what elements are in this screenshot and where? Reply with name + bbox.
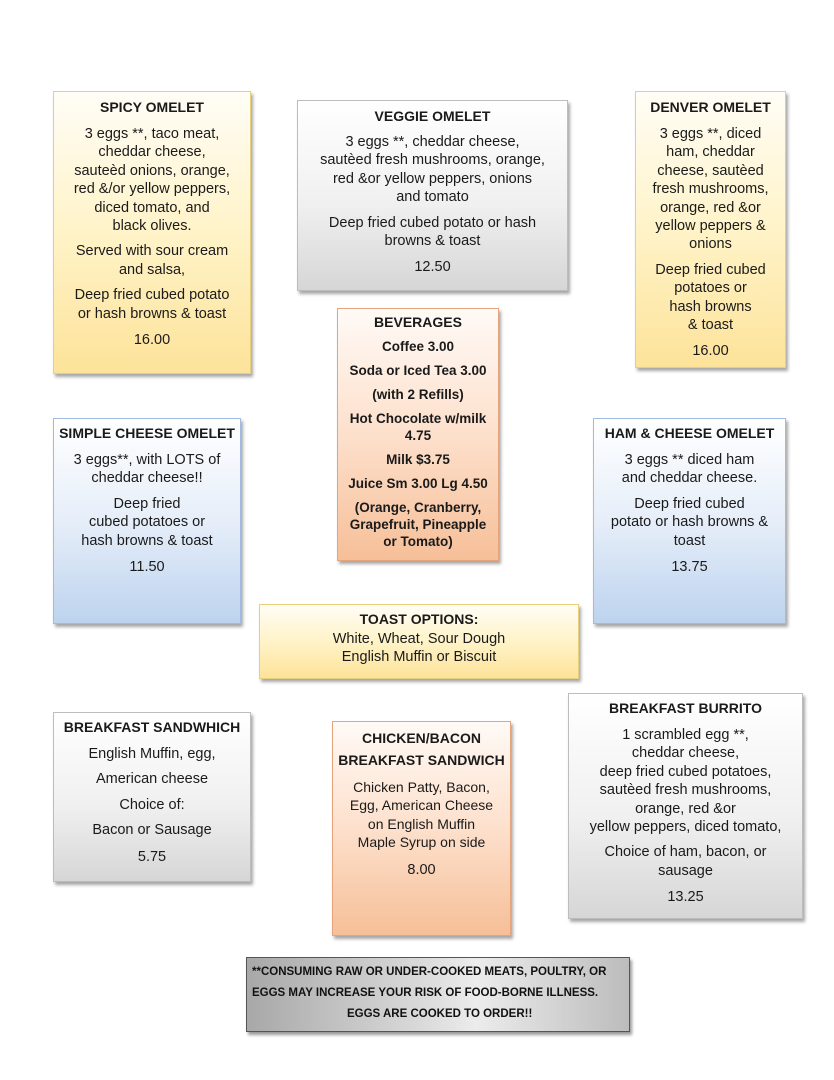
beverages-card	[337, 308, 499, 561]
simple-cheese-omelet-price: 11.50	[129, 559, 165, 576]
veggie-omelet-card	[297, 100, 568, 291]
spicy-omelet-title: SPICY OMELET	[100, 99, 204, 115]
breakfast-burrito-title: BREAKFAST BURRITO	[609, 700, 762, 716]
warning-line-2: EGGS MAY INCREASE YOUR RISK OF FOOD-BORNE ILLNESS.	[252, 987, 599, 999]
ham-cheese-omelet-title: HAM & CHEESE OMELET	[604, 425, 775, 441]
breakfast-sandwich-line-1: English Muffin, egg,	[88, 746, 216, 762]
chicken-bacon-sandwich-description: Chicken Patty, Bacon, Egg, American Cheese on English Muffin Maple Syrup on side	[349, 779, 494, 851]
spicy-omelet-side: Deep fried cubed potato or hash browns & toast	[74, 287, 230, 322]
beverages-title: BEVERAGES	[374, 314, 462, 330]
breakfast-burrito-description: 1 scrambled egg **, cheddar cheese, deep fried cubed potatoes, sautèed fresh mushrooms, orange, red &or yellow peppers, diced tomato,	[589, 727, 782, 836]
beverage-juice-types: (Orange, Cranberry, Grapefruit, Pineapple or Tomato)	[349, 500, 487, 549]
spicy-omelet-served: Served with sour cream and salsa,	[75, 243, 229, 278]
chicken-bacon-sandwich-title: CHICKEN/BACON BREAKFAST SANDWICH	[338, 730, 505, 768]
denver-omelet-price: 16.00	[692, 343, 729, 360]
beverage-coffee: Coffee 3.00	[381, 339, 455, 354]
beverage-milk: Milk $3.75	[386, 452, 450, 467]
toast-options-title: TOAST OPTIONS:	[359, 611, 479, 627]
denver-omelet-card	[635, 91, 786, 368]
chicken-bacon-sandwich-card	[332, 721, 511, 936]
denver-omelet-side: Deep fried cubed potatoes or hash browns & toast	[655, 261, 766, 334]
simple-cheese-omelet-title: SIMPLE CHEESE OMELET	[59, 425, 235, 441]
breakfast-sandwich-line-3: Choice of:	[119, 796, 185, 813]
toast-options-list: White, Wheat, Sour Dough English Muffin or Biscuit	[332, 631, 506, 666]
spicy-omelet-price: 16.00	[133, 332, 171, 349]
ham-cheese-omelet-side: Deep fried cubed potato or hash browns & toast	[610, 495, 769, 549]
warning-line-1: **CONSUMING RAW OR UNDER-COOKED MEATS, POULTRY, OR	[252, 966, 607, 978]
veggie-omelet-title: VEGGIE OMELET	[374, 108, 491, 124]
beverage-juice: Juice Sm 3.00 Lg 4.50	[348, 476, 488, 491]
veggie-omelet-side: Deep fried cubed potato or hash browns & toast	[328, 214, 537, 250]
ham-cheese-omelet-description: 3 eggs ** diced ham and cheddar cheese.	[621, 452, 758, 487]
simple-cheese-omelet-side: Deep fried cubed potatoes or hash browns & toast	[81, 495, 213, 549]
veggie-omelet-price: 12.50	[414, 259, 451, 276]
warning-line-3: EGGS ARE COOKED TO ORDER!!	[347, 1008, 533, 1020]
breakfast-sandwich-line-4: Bacon or Sausage	[92, 822, 212, 839]
breakfast-sandwich-card	[53, 712, 251, 882]
chicken-bacon-sandwich-price: 8.00	[407, 861, 436, 878]
breakfast-burrito-price: 13.25	[667, 889, 704, 906]
spicy-omelet-card	[53, 91, 251, 374]
denver-omelet-title: DENVER OMELET	[650, 99, 771, 115]
food-safety-warning	[246, 957, 630, 1032]
beverage-refills: (with 2 Refills)	[372, 387, 464, 402]
spicy-omelet-description: 3 eggs **, taco meat, cheddar cheese, sauteèd onions, orange, red &/or yellow peppers, diced tomato, and black olives.	[73, 126, 231, 235]
breakfast-sandwich-price: 5.75	[137, 848, 167, 865]
simple-cheese-omelet-card	[53, 418, 241, 624]
simple-cheese-omelet-description: 3 eggs**, with LOTS of cheddar cheese!!	[73, 452, 221, 487]
breakfast-burrito-choice: Choice of ham, bacon, or sausage	[604, 844, 767, 879]
breakfast-burrito-card	[568, 693, 803, 919]
ham-cheese-omelet-card	[593, 418, 786, 624]
ham-cheese-omelet-price: 13.75	[671, 559, 708, 576]
breakfast-sandwich-line-2: American cheese	[95, 771, 209, 788]
beverage-soda: Soda or Iced Tea 3.00	[349, 363, 487, 378]
breakfast-sandwich-title: BREAKFAST SANDWHICH	[63, 719, 241, 735]
denver-omelet-description: 3 eggs **, diced ham, cheddar cheese, sautèed fresh mushrooms, orange, red &or yellow peppers & onions	[652, 126, 769, 253]
veggie-omelet-description: 3 eggs **, cheddar cheese, sautèed fresh mushrooms, orange, red &or yellow peppers, onions and tomato	[320, 134, 545, 206]
beverage-hot-chocolate: Hot Chocolate w/milk 4.75	[349, 411, 487, 443]
toast-options-card	[259, 604, 579, 679]
